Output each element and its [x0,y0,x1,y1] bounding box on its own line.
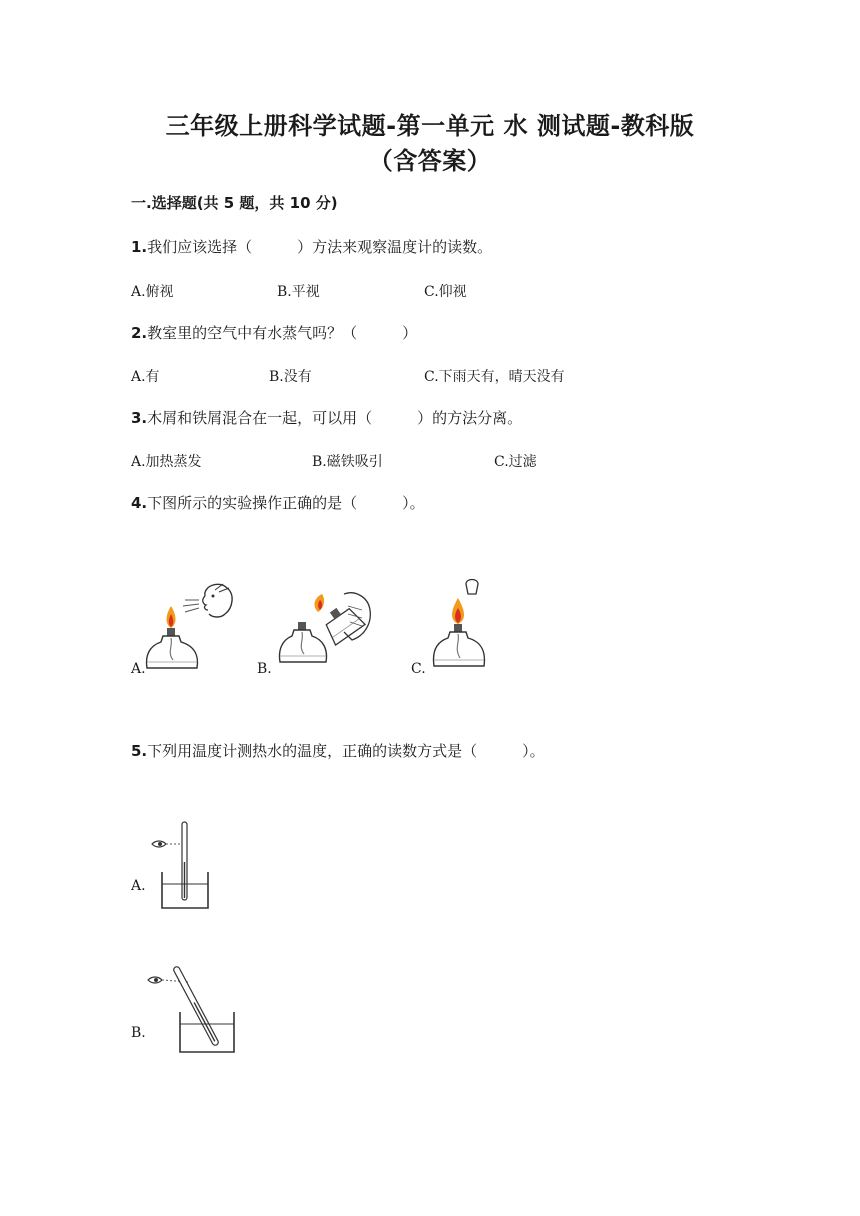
question-2 [131,322,417,343]
figure-label-b: B. [131,1025,146,1041]
figure-label-a: A. [131,661,146,677]
question-number: 3. [131,409,148,427]
section-heading: 一.选择题(共 5 题，共 10 分) [131,194,338,212]
option-b: B.没有 [269,369,312,385]
question-text: 下列用温度计测热水的温度，正确的读数方式是（ ）。 [147,742,545,760]
option-b: B.平视 [277,284,320,300]
question-4 [131,492,425,513]
question-5 [131,740,545,761]
alcohol-lamp-cap-icon [430,578,490,674]
question-text: 下图所示的实验操作正确的是（ ）。 [147,494,425,512]
question-text: 我们应该选择（ ）方法来观察温度计的读数。 [147,238,493,256]
figure-label-b: B. [257,661,272,677]
option-a: A.加热蒸发 [131,454,202,470]
question-3 [131,407,522,428]
alcohol-lamp-lighting-icon [278,584,378,670]
question-text: 教室里的空气中有水蒸气吗？（ ） [147,324,418,342]
option-c: C.仰视 [424,284,467,300]
question-text: 木屑和铁屑混合在一起，可以用（ ）的方法分离。 [147,409,523,427]
thermometer-vertical-icon [150,822,214,912]
page-title: 三年级上册科学试题-第一单元 水 测试题-教科版 [165,112,695,140]
option-b: B.磁铁吸引 [312,454,383,470]
question-number: 1. [131,238,148,256]
question-1 [131,236,492,257]
question-number: 2. [131,324,148,342]
option-a: A.有 [131,369,160,385]
figure-label-a: A. [131,878,146,894]
thermometer-tilted-icon [146,960,238,1056]
option-a: A.俯视 [131,284,174,300]
option-c: C.过滤 [494,454,537,470]
question-number: 5. [131,742,148,760]
page-subtitle: （含答案） [368,147,492,175]
figure-label-c: C. [411,661,426,677]
option-c: C.下雨天有，晴天没有 [424,369,565,385]
alcohol-lamp-blowing-icon [143,578,239,678]
question-number: 4. [131,494,148,512]
